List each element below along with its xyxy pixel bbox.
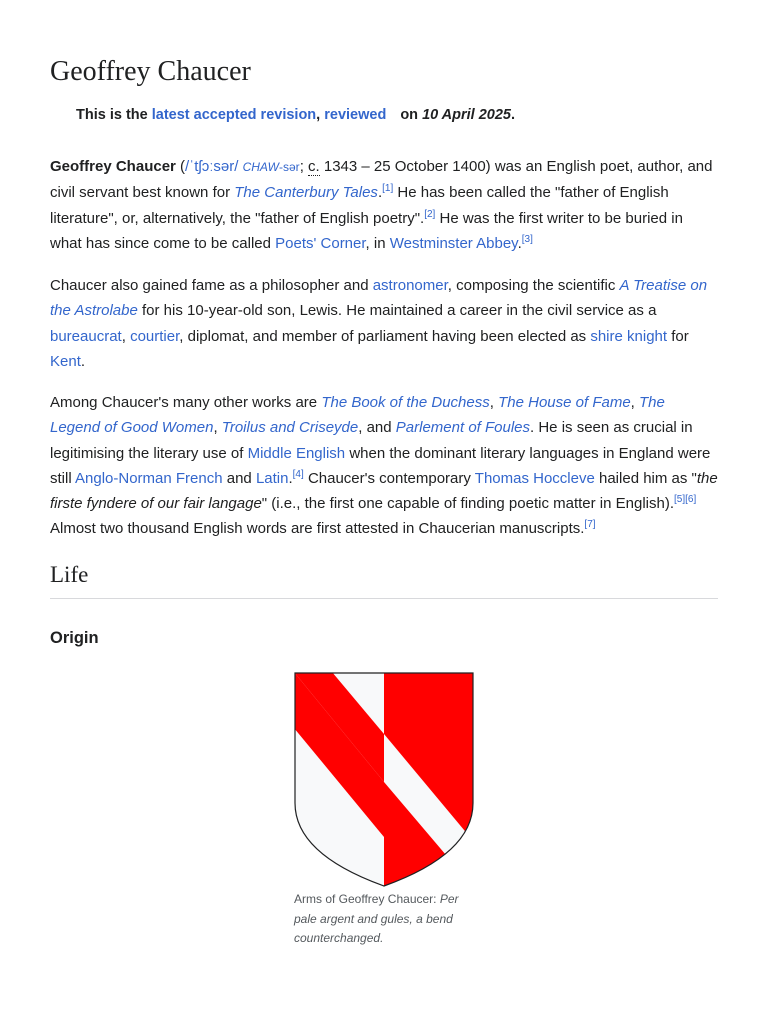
- section-heading-life: Life: [50, 562, 718, 599]
- kent-link[interactable]: Kent: [50, 352, 81, 370]
- subsection-heading-origin: Origin: [50, 629, 99, 647]
- shire-knight-link[interactable]: shire knight: [590, 327, 668, 345]
- ref-5-link[interactable]: [5]: [674, 494, 686, 506]
- coat-of-arms-figure: [294, 672, 474, 945]
- reviewed-link[interactable]: reviewed: [324, 107, 387, 123]
- revision-notice: This is the latest accepted revision, reviewed on 10 April 2025.: [76, 107, 516, 123]
- troilus-criseyde-link[interactable]: Troilus and Criseyde: [221, 419, 359, 437]
- paragraph-works: Among Chaucer's many other works are The Book of the Duchess, The House of Fame, The Legend of Good Women, Troilus and Criseyde, and Parlement of Foules. He is seen as crucial in legitimising the literary use of Middle English when the dominant literary languages in England were still Anglo-Norman French and Latin.[4] Chaucer's contemporary Thomas Hoccleve hailed him as "the firste fyndere of our fair langage" (i.e., the first one capable of finding poetic matter in English).[5][6] Almost two thousand English words are first attested in Chaucerian manuscripts.[7]: [50, 394, 718, 538]
- parlement-foules-link[interactable]: Parlement of Foules: [395, 419, 531, 437]
- canterbury-tales-link[interactable]: The Canterbury Tales: [234, 184, 378, 202]
- middle-english-link[interactable]: Middle English: [247, 444, 346, 462]
- book-of-duchess-link[interactable]: The Book of the Duchess: [321, 394, 490, 411]
- page-title: Geoffrey Chaucer: [50, 56, 251, 87]
- astronomer-link[interactable]: astronomer: [372, 277, 448, 294]
- coat-of-arms-image[interactable]: [294, 672, 474, 888]
- figure-caption: Arms of Geoffrey Chaucer: Per pale argent and gules, a bend counterchanged.: [294, 892, 459, 945]
- latin-link[interactable]: Latin: [255, 469, 289, 487]
- ipa-link[interactable]: /ˈtʃɔːsər/: [185, 158, 239, 175]
- paragraph-career: Chaucer also gained fame as a philosopher and astronomer, composing the scientific A Treatise on the Astrolabe for his 10-year-old son, Lewis. He maintained a career in the civil service as a bureaucrat, courtier, diplomat, and member of parliament having been elected as shire knight for Kent.: [50, 277, 708, 370]
- respelling-link[interactable]: CHAW-sər: [242, 160, 300, 174]
- paragraph-intro: Geoffrey Chaucer (/ˈtʃɔːsər/ CHAW-sər; c. 1343 – 25 October 1400) was an English poet, author, and civil servant best known for The Canterbury Tales.[1] He has been called the "father of English literature", or, alternatively, the "father of English poetry".[2] He was the first writer to be buried in what has since come to be called Poets' Corner, in Westminster Abbey.[3]: [50, 158, 713, 252]
- ref-6-link[interactable]: [6]: [685, 494, 697, 506]
- latest-revision-link[interactable]: latest accepted revision: [151, 107, 317, 123]
- courtier-link[interactable]: courtier: [130, 327, 180, 345]
- ref-2-link[interactable]: [2]: [424, 208, 436, 220]
- thomas-hoccleve-link[interactable]: Thomas Hoccleve: [474, 469, 595, 487]
- house-of-fame-link[interactable]: The House of Fame: [498, 394, 631, 411]
- legend-good-women-link[interactable]: The Legend of Good Women: [50, 394, 665, 437]
- poets-corner-link[interactable]: Poets' Corner: [275, 234, 366, 252]
- ref-1-link[interactable]: [1]: [382, 183, 394, 195]
- anglo-norman-french-link[interactable]: Anglo-Norman French: [75, 469, 223, 487]
- circa-abbr: c.: [308, 158, 320, 175]
- revision-date: 10 April 2025: [422, 107, 511, 123]
- bureaucrat-link[interactable]: bureaucrat: [50, 327, 122, 345]
- hoccleve-quote: the firste fyndere of our fair langage: [50, 469, 718, 513]
- ref-3-link[interactable]: [3]: [521, 233, 533, 245]
- ref-7-link[interactable]: [7]: [584, 519, 596, 531]
- treatise-astrolabe-link[interactable]: A Treatise on the Astrolabe: [50, 277, 708, 320]
- ref-4-link[interactable]: [4]: [292, 468, 304, 480]
- westminster-abbey-link[interactable]: Westminster Abbey: [389, 234, 518, 252]
